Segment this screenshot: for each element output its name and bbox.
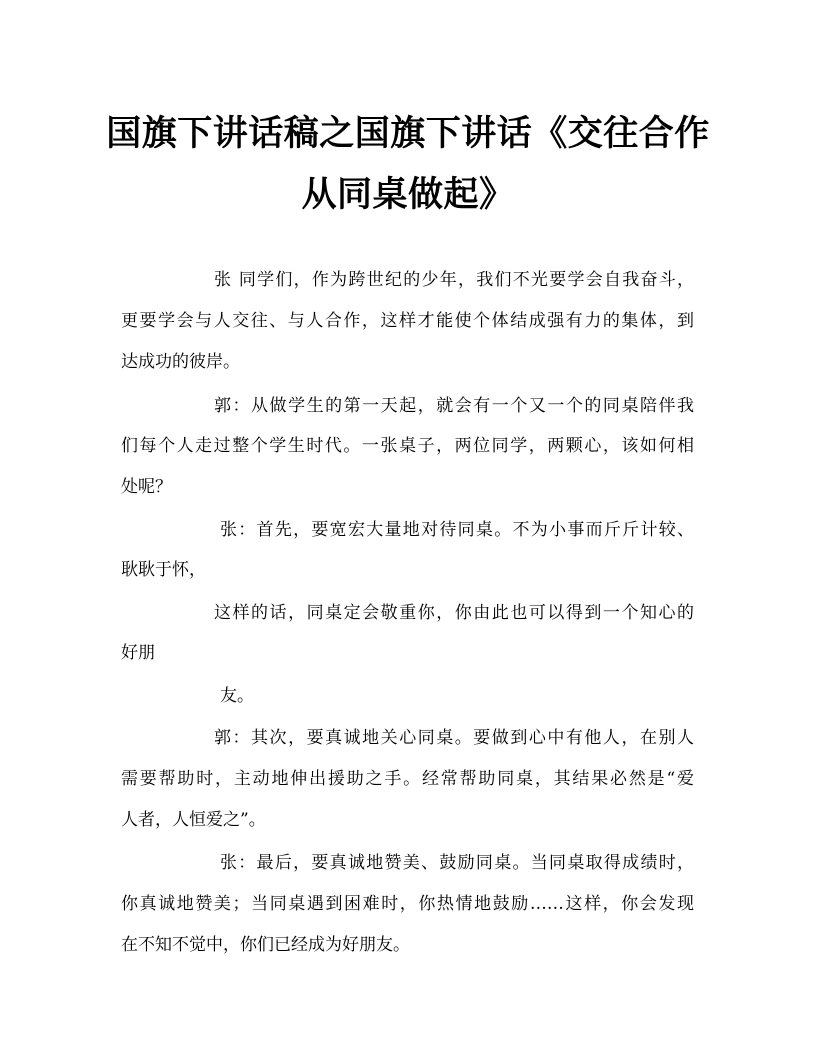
paragraph-line: 郭：其次，要真诚地关心同桌。要做到心中有他人，在别人 — [214, 728, 694, 748]
paragraph-line: 你真诚地赞美；当同桌遇到困难时，你热情地鼓励……这样，你会发现 — [121, 894, 694, 914]
paragraph-line: 更要学会与人交往、与人合作，这样才能使个体结成强有力的集体，到 — [121, 311, 694, 331]
document-title-line-1: 国旗下讲话稿之国旗下讲话《交往合作 — [106, 113, 710, 154]
paragraph-line: 张：最后，要真诚地赞美、鼓励同桌。当同桌取得成绩时， — [220, 853, 694, 873]
document-title-line-2: 从同桌做起》 — [301, 174, 515, 215]
paragraph-line: 张 同学们，作为跨世纪的少年，我们不光要学会自我奋斗， — [214, 270, 694, 290]
paragraph-line: 需要帮助时，主动地伸出援助之手。经常帮助同桌，其结果必然是“爱 — [121, 769, 694, 789]
paragraph-line: 处呢？ — [121, 477, 172, 497]
paragraph-line: 人者，人恒爱之”。 — [121, 810, 266, 830]
paragraph-line: 郭：从做学生的第一天起，就会有一个又一个的同桌陪伴我 — [214, 396, 694, 416]
paragraph-line: 们每个人走过整个学生时代。一张桌子，两位同学，两颗心，该如何相 — [121, 436, 694, 456]
paragraph-line: 好朋 — [121, 643, 155, 663]
paragraph-line: 达成功的彼岸。 — [121, 352, 240, 372]
paragraph-line: 耿耿于怀， — [121, 560, 206, 580]
paragraph-line: 张：首先，要宽宏大量地对待同桌。不为小事而斤斤计较、 — [220, 520, 694, 540]
paragraph-line: 友。 — [220, 686, 254, 706]
paragraph-line: 这样的话，同桌定会敬重你，你由此也可以得到一个知心的 — [214, 603, 694, 623]
paragraph-line: 在不知不觉中，你们已经成为好朋友。 — [121, 935, 410, 955]
